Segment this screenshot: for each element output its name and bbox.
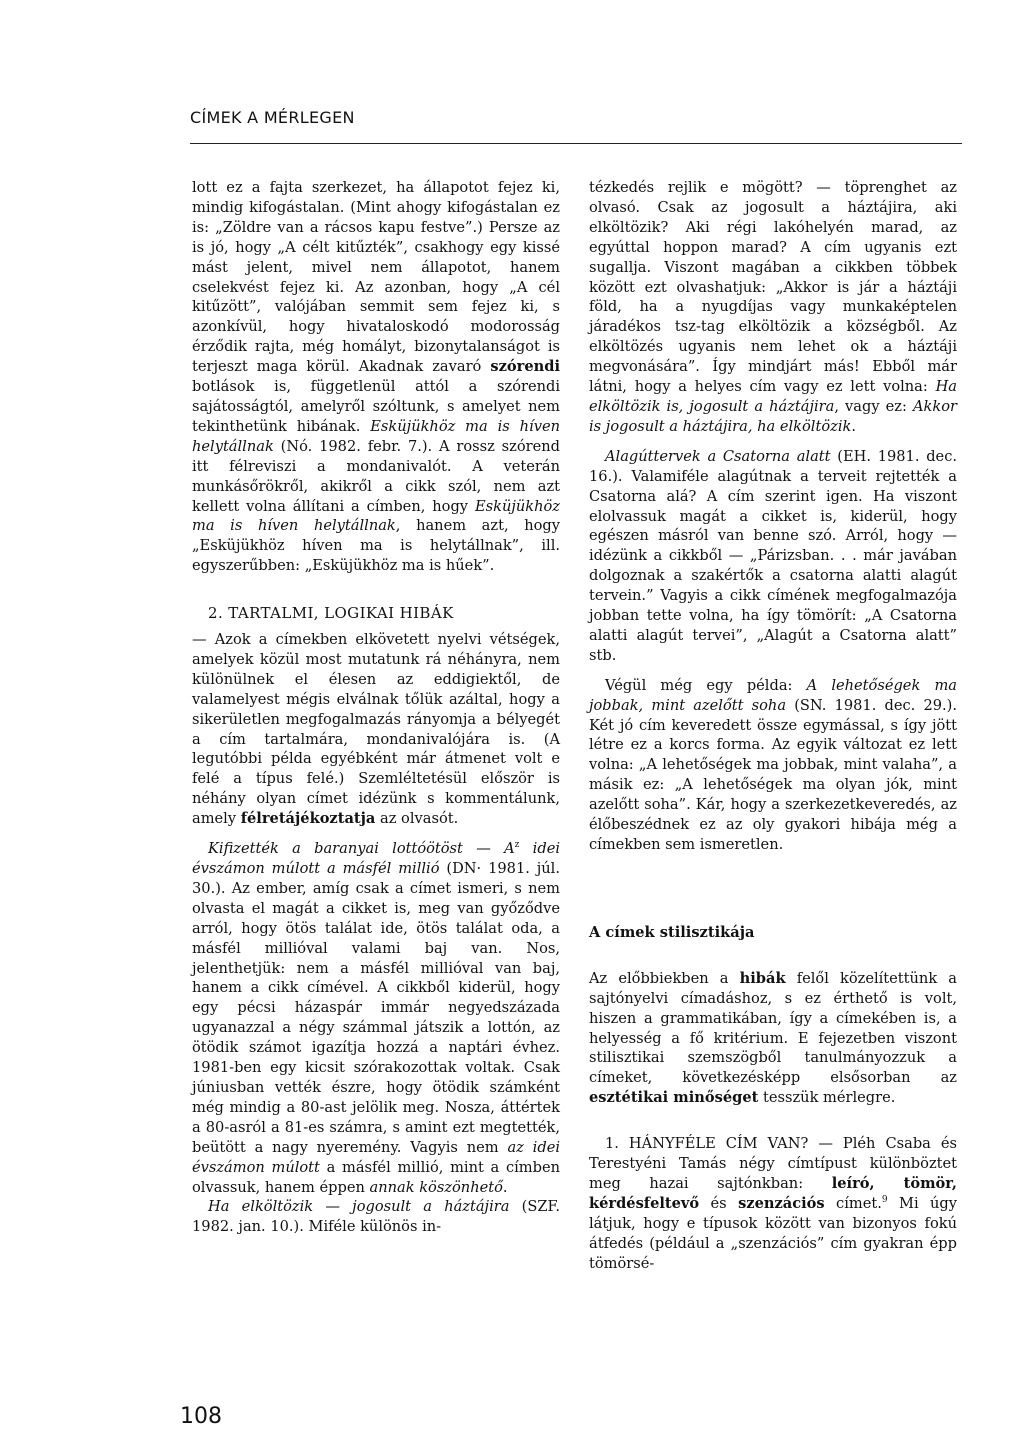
paragraph: lott ez a fajta szerkezet, ha állapotot fejez ki, mindig kifogástalan. (Mint ahogy kifogástalan ez is: „Zöldre van a rácsos kapu festve”.) Persze az is jó, hogy „A célt kitűzték”, csakhogy egy kissé mást jelent, mivel nem állapotot, hanem cselekvést fejez ki. Az azonban, hogy „A cél kitűzött”, valójában semmit sem fejez ki, s azonkívül, hogy hivataloskodó modorosság érződik rajta, még homályt, bizonytalanságot is terjeszt maga körül. Akadnak zavaró szórendi botlások is, függetlenül attól a szórendi sajátosságtól, amelyről szóltunk, s amelyet nem tekinthetünk hibának. Esküjükhöz ma is híven helytállnak (Nó. 1982. febr. 7.). A rossz szórend itt félreviszi a mondanivalót. A veterán munkásőrökről, akikről a cikk szól, nem azt kellett volna állítani a címben, hogy Esküjükhöz ma is híven helytállnak, hanem azt, hogy „Esküjükhöz híven ma is helytállnak”, ill. egyszerűbben: „Esküjükhöz ma is hűek”. — [192, 179, 560, 575]
paragraph: tézkedés rejlik e mögött? — töprenghet az olvasó. Csak az jogosult a háztájira, aki elköltözik? Aki régi lakóhelyén marad, az egyúttal hoppon marad? A cím ugyanis ezt sugallja. Viszont magában a cikkben többek között ezt olvashatjuk: „Akkor is jár a háztáji föld, ha a nyugdíjas vagy munkaképtelen járadékos tsz-tag elköltözik a községből. Az elköltözés ugyanis nem lehet ok a háztáji megvonására”. Így mindjárt más! Ebből már látni, hogy a helyes cím vagy ez lett volna: Ha elköltözik is, jogosult a háztájira, vagy ez: Akkor is jogosult a háztájira, ha elköltözik. — [589, 179, 957, 435]
right-column — [589, 178, 957, 1274]
subsection-heading: A címek stilisztikája — [589, 923, 755, 941]
page-number: 108 — [180, 1404, 222, 1429]
paragraph: 1. HÁNYFÉLE CÍM VAN? — Pléh Csaba és Terestyéni Tamás négy címtípust különböztet meg hazai sajtónkban: leíró, tömör, kérdésfeltevő és szenzációs címet.$^9$ Mi úgy látjuk, hogy e típusok között van bizonyos fokú átfedés (például a „szenzációs” cím gyakran épp tömörsé- — [589, 1135, 958, 1272]
paragraph: Ha elköltözik — jogosult a háztájira (SZF. 1982. jan. 10.). Miféle különös in- — [192, 1198, 560, 1236]
paragraph: Az előbbiekben a hibák felől közelítettünk a sajtónyelvi címadáshoz, s ez érthető is volt, hiszen a grammatikában, így a címekében is, a helyesség a fő kritérium. E fejezetben viszont stilisztikai szemszögből tanulmányozzuk a címeket, következésképp elsősorban az esztétikai minőséget tesszük mérlegre. — [589, 969, 957, 1107]
section-heading: 2. TARTALMI, LOGIKAI HIBÁK — [208, 604, 454, 623]
paragraph: Alagúttervek a Csatorna alatt (EH. 1981. dec. 16.). Valamiféle alagútnak a terveit rejtették a Csatorna alá? A cím szerint igen. Ha viszont elolvassuk magát a cikket is, kiderül, hogy egészen másról van benne szó. Arról, hogy — idézünk a cikkből — „Párizsban. . . már javában dolgoznak a szakértők a csatorna alatti alagút tervein.” Vagyis a cikk címének megfogalmazója jobban tette volna, ha így tömörít: „A Csatorna alatti alagút tervei”, „Alagút a Csatorna alatt” stb. — [589, 447, 958, 664]
running-head: CÍMEK A MÉRLEGEN — [190, 108, 355, 127]
paragraph: Végül még egy példa: A lehetőségek ma jobbak, mint azelőtt soha (SN. 1981. dec. 29.). Két jó cím keveredett össze egymással, s így jött létre ez a korcs forma. Az egyik változat ez lett volna: „A lehetőségek ma jobbak, mint valaha”, a másik ez: „A lehetőségek ma olyan jók, mint azelőtt soha”. Kár, hogy a szerkezetkeveredés, az élőbeszédnek ez az oly gyakori hibája még a címekben sem ismeretlen. — [589, 676, 958, 853]
left-column — [192, 178, 560, 1237]
paragraph: — Azok a címekben elkövetett nyelvi vétségek, amelyek közül most mutatunk rá néhányra, nem különülnek el élesen az eddigiektől, de valamelyest mégis elválnak tőlük azáltal, hogy a sikerületlen megfogalmazás rányomja a bélyegét a cím tartalmára, mondanivalójára is. (A legutóbbi példa egyébként már átmenet volt e felé a típus felé.) Szemléltetésül először is néhány olyan címet idézünk s kommentálunk, amely félretájékoztatja az olvasót. — [192, 631, 560, 828]
header-rule — [190, 143, 962, 144]
paragraph: Kifizették a baranyai lottóötöst — $A^z$ idei évszámon múlott a másfél millió (DN· 1981. júl. 30.). Az ember, amíg csak a címet ismeri, s nem olvasta el magát a cikket is, meg van győződve arról, hogy ötös találat ide, ötös találat oda, a másfél millióval valami baj van. Nos, jelenthetjük: nem a másfél millióval van baj, hanem a cikk címével. A cikkből kiderül, hogy egy pécsi házaspár immár negyedszázada ugyanazzal a négy számmal játszik a lottón, az ötödik számot igazítja hozzá a naptári évhez. 1981-ben egy kicsit szórakozottak voltak. Csak júniusban vették észre, hogy ötödik számként még mindig a 80-ast jelölik meg. Nosza, áttértek a 80-asról a 81-es számra, s amint ezt megtették, beütött a nagy nyeremény. Vagyis nem az idei évszámon múlott a másfél millió, mint a címben olvassuk, hanem éppen annak köszönhető. — [192, 840, 561, 1196]
